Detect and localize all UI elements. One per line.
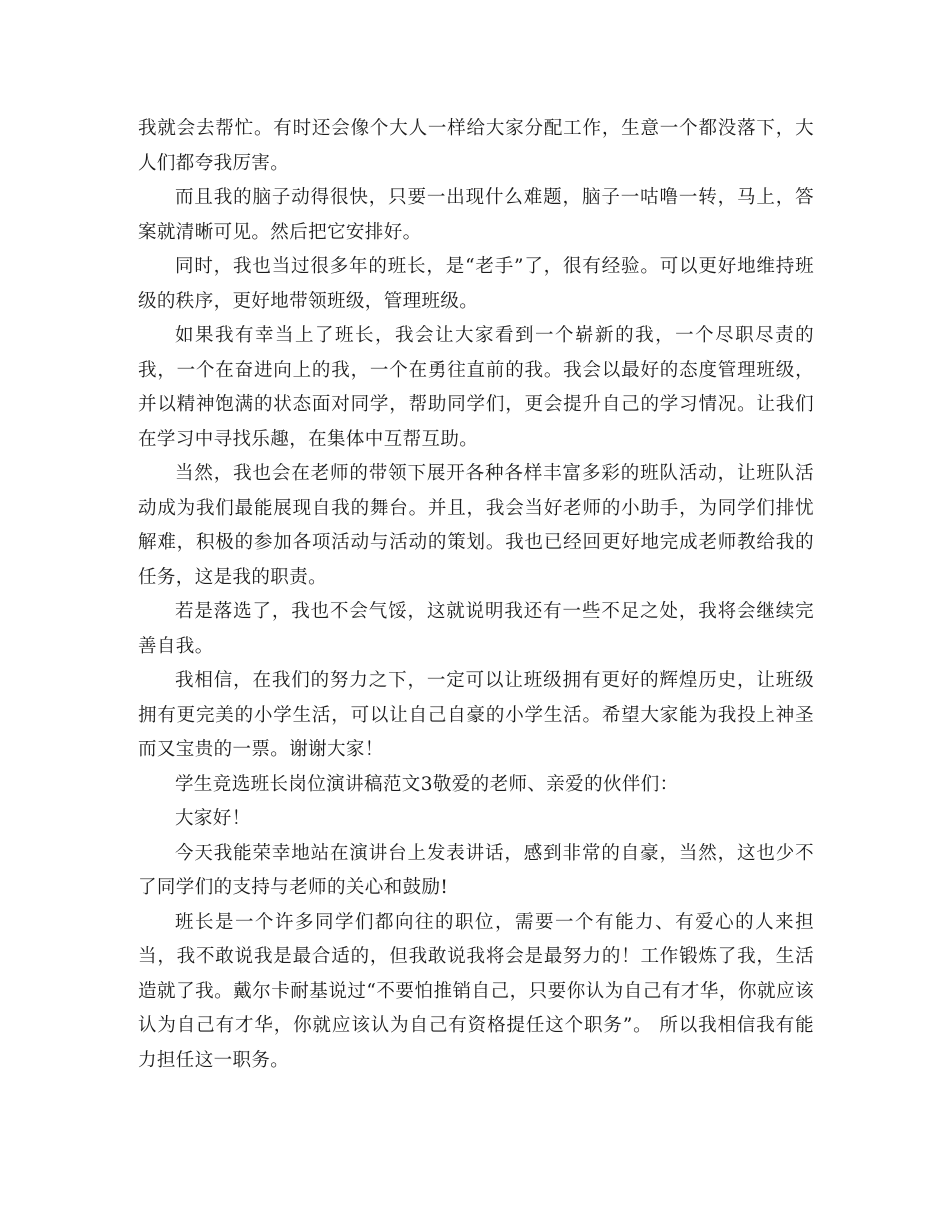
greeting: 大家好！ xyxy=(175,808,251,829)
paragraph-10: 今天我能荣幸地站在演讲台上发表讲话，感到非常的自豪，当然，这也少不了同学们的支持与老师的关心和鼓励! xyxy=(138,842,814,898)
paragraph-11: 班长是一个许多同学们都向往的职位，需要一个有能力、有爱心的人来担当，我不敢说我是最合适的，但我敢说我将会是最努力的！工作锻炼了我，生活造就了我。戴尔卡耐基说过“不要怕推销自己，只要你认为自己有才华，你就应该认为自己有才华，你就应该认为自己有资格提任这个职务”。 所以我相信我有能力担任这一职务。 xyxy=(138,911,814,1071)
section-heading: 学生竞选班长岗位演讲稿范文3敬爱的老师、亲爱的伙伴们： xyxy=(175,773,679,795)
paragraph-5: 当然，我也会在老师的带领下展开各种各样丰富多彩的班队活动，让班队活动成为我们最能展现自我的舞台。并且，我会当好老师的小助手，为同学们排忧解难，积极的参加各项活动与活动的策划。我也已经回更好地完成老师教给我的任务，这是我的职责。 xyxy=(138,463,814,588)
paragraph-7: 我相信，在我们的努力之下，一定可以让班级拥有更好的辉煌历史，让班级拥有更完美的小学生活，可以让自己自豪的小学生活。希望大家能为我投上神圣而又宝贵的一票。谢谢大家！ xyxy=(138,670,814,760)
paragraph-4: 如果我有幸当上了班长，我会让大家看到一个崭新的我，一个尽职尽责的我，一个在奋进向上的我，一个在勇往直前的我。我会以最好的态度管理班级，并以精神饱满的状态面对同学，帮助同学们，更会提升自己的学习情况。让我们在学习中寻找乐趣，在集体中互帮互助。 xyxy=(138,325,814,450)
paragraph-1: 我就会去帮忙。有时还会像个大人一样给大家分配工作，生意一个都没落下，大人们都夸我厉害。 xyxy=(138,118,814,174)
document-body xyxy=(138,112,814,1078)
paragraph-6: 若是落选了，我也不会气馁，这就说明我还有一些不足之处，我将会继续完善自我。 xyxy=(138,601,814,657)
paragraph-2: 而且我的脑子动得很快，只要一出现什么难题，脑子一咕噜一转，马上，答案就清晰可见。然后把它安排好。 xyxy=(138,187,814,243)
paragraph-3: 同时，我也当过很多年的班长，是“老手”了，很有经验。可以更好地维持班级的秩序，更好地带领班级，管理班级。 xyxy=(138,256,814,312)
